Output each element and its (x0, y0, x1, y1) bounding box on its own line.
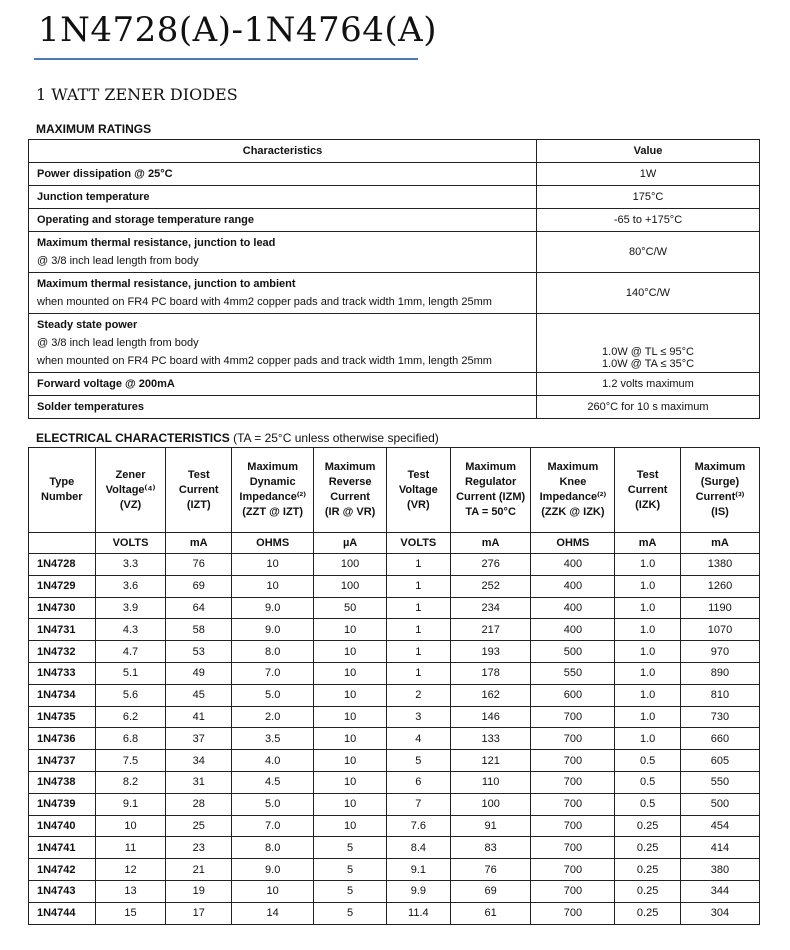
rating-value (537, 232, 760, 273)
electrical-value-cell: 6.8 (95, 728, 166, 750)
electrical-unit-cell: mA (450, 533, 531, 554)
column-header-line: Maximum (324, 461, 376, 473)
electrical-unit-cell: VOLTS (386, 533, 450, 554)
electrical-column-header (680, 448, 759, 533)
electrical-value-cell: 25 (166, 815, 232, 837)
electrical-value-cell: 23 (166, 837, 232, 859)
part-number-cell: 1N4741 (29, 837, 96, 859)
electrical-value-cell: 700 (531, 771, 615, 793)
electrical-value-cell: 700 (531, 815, 615, 837)
column-header-line: (ZZT @ IZT) (242, 506, 304, 518)
rating-row (29, 373, 760, 396)
electrical-value-cell: 3.5 (232, 728, 314, 750)
electrical-value-cell: 5 (314, 837, 387, 859)
electrical-value-cell: 1.0 (615, 641, 681, 663)
electrical-value-cell: 61 (450, 902, 531, 924)
electrical-row (29, 880, 760, 902)
electrical-value-cell: 69 (166, 575, 232, 597)
electrical-row (29, 662, 760, 684)
column-header-line: Maximum (694, 461, 746, 473)
electrical-unit-cell: OHMS (531, 533, 615, 554)
column-header-line: (VR) (407, 498, 430, 511)
electrical-value-cell: 1 (386, 641, 450, 663)
electrical-value-cell: 17 (166, 902, 232, 924)
electrical-heading-title: ELECTRICAL CHARACTERISTICS (36, 431, 230, 445)
column-header-line: Current (178, 483, 219, 496)
electrical-value-cell: 9.9 (386, 880, 450, 902)
rating-characteristic (29, 163, 537, 186)
electrical-value-cell: 9.0 (232, 597, 314, 619)
electrical-value-cell: 37 (166, 728, 232, 750)
rating-characteristic-line: Maximum thermal resistance, junction to ambient (37, 278, 296, 290)
electrical-value-cell: 454 (680, 815, 759, 837)
electrical-value-cell: 76 (450, 859, 531, 881)
part-number-cell: 1N4733 (29, 662, 96, 684)
electrical-value-cell: 400 (531, 619, 615, 641)
electrical-heading (36, 431, 439, 445)
electrical-value-cell: 3.3 (95, 554, 166, 576)
column-header-line: TA = 50°C (465, 506, 516, 518)
electrical-value-cell: 1 (386, 662, 450, 684)
rating-value (537, 314, 760, 373)
electrical-value-cell: 700 (531, 728, 615, 750)
electrical-value-cell: 64 (166, 597, 232, 619)
electrical-value-cell: 3.6 (95, 575, 166, 597)
electrical-value-cell: 31 (166, 771, 232, 793)
electrical-value-cell: 12 (95, 859, 166, 881)
electrical-value-cell: 7.6 (386, 815, 450, 837)
rating-row (29, 209, 760, 232)
electrical-value-cell: 5 (314, 902, 387, 924)
max-ratings-table (28, 139, 760, 419)
column-header-line: (IZK) (635, 498, 661, 511)
column-header-line: (IZT) (186, 498, 211, 511)
rating-value-line: 1W (639, 168, 657, 180)
electrical-value-cell: 10 (314, 815, 387, 837)
electrical-value-cell: 83 (450, 837, 531, 859)
electrical-column-header (29, 448, 96, 533)
electrical-value-cell: 1.0 (615, 597, 681, 619)
electrical-value-cell: 1260 (680, 575, 759, 597)
electrical-value-cell: 550 (531, 662, 615, 684)
electrical-value-cell: 730 (680, 706, 759, 728)
electrical-value-cell: 1.0 (615, 662, 681, 684)
electrical-value-cell: 5.0 (232, 684, 314, 706)
part-number-cell: 1N4732 (29, 641, 96, 663)
electrical-value-cell: 700 (531, 750, 615, 772)
electrical-value-cell: 10 (314, 684, 387, 706)
electrical-value-cell: 2 (386, 684, 450, 706)
column-header-line: Test (187, 468, 210, 481)
electrical-row (29, 815, 760, 837)
electrical-value-cell: 11.4 (386, 902, 450, 924)
electrical-value-cell: 3.9 (95, 597, 166, 619)
electrical-value-cell: 193 (450, 641, 531, 663)
electrical-value-cell: 8.0 (232, 837, 314, 859)
electrical-value-cell: 8.0 (232, 641, 314, 663)
column-header-line: Current (330, 491, 370, 503)
electrical-value-cell: 1380 (680, 554, 759, 576)
column-header-line: (ZZK @ IZK) (541, 506, 605, 518)
rating-value-line: 1.0W @ TA ≤ 35°C (601, 358, 695, 370)
electrical-unit-cell: mA (615, 533, 681, 554)
electrical-value-cell: 162 (450, 684, 531, 706)
rating-row (29, 186, 760, 209)
rating-characteristic (29, 209, 537, 232)
electrical-unit-cell: mA (166, 533, 232, 554)
electrical-value-cell: 10 (314, 750, 387, 772)
rating-characteristic-line: when mounted on FR4 PC board with 4mm2 copper pads and track width 1mm, length 25mm (37, 296, 492, 308)
electrical-value-cell: 8.4 (386, 837, 450, 859)
rating-value (537, 209, 760, 232)
rating-characteristic (29, 232, 537, 273)
rating-characteristic (29, 396, 537, 419)
electrical-value-cell: 41 (166, 706, 232, 728)
rating-characteristic-line: @ 3/8 inch lead length from body (37, 337, 199, 349)
electrical-value-cell: 69 (450, 880, 531, 902)
rating-row (29, 273, 760, 314)
part-number-cell: 1N4739 (29, 793, 96, 815)
electrical-column-header (95, 448, 166, 533)
electrical-value-cell: 10 (314, 662, 387, 684)
electrical-value-cell: 10 (314, 771, 387, 793)
electrical-value-cell: 500 (680, 793, 759, 815)
document-title: 1N4728(A)-1N4764(A) (38, 10, 437, 50)
electrical-row (29, 902, 760, 924)
electrical-value-cell: 11 (95, 837, 166, 859)
column-header-line: Voltage⁽⁴⁾ (105, 483, 156, 496)
electrical-value-cell: 5.6 (95, 684, 166, 706)
electrical-value-cell: 34 (166, 750, 232, 772)
rating-value (537, 163, 760, 186)
electrical-value-cell: 178 (450, 662, 531, 684)
electrical-row (29, 771, 760, 793)
column-header-line: Impedance⁽²⁾ (239, 491, 306, 503)
electrical-value-cell: 91 (450, 815, 531, 837)
electrical-value-cell: 10 (232, 554, 314, 576)
part-number-cell: 1N4731 (29, 619, 96, 641)
electrical-value-cell: 5.1 (95, 662, 166, 684)
electrical-value-cell: 9.1 (386, 859, 450, 881)
electrical-value-cell: 1 (386, 575, 450, 597)
electrical-value-cell: 5 (386, 750, 450, 772)
column-header-line: Current (IZM) (456, 491, 526, 503)
rating-value (537, 396, 760, 419)
electrical-value-cell: 45 (166, 684, 232, 706)
rating-value-line: 1.0W @ TL ≤ 95°C (602, 346, 694, 358)
title-underline (34, 58, 418, 60)
electrical-value-cell: 414 (680, 837, 759, 859)
rating-value-line: 140°C/W (625, 287, 671, 299)
rating-characteristic (29, 373, 537, 396)
electrical-value-cell: 700 (531, 837, 615, 859)
electrical-value-cell: 110 (450, 771, 531, 793)
electrical-unit-cell (29, 533, 96, 554)
electrical-value-cell: 1.0 (615, 575, 681, 597)
part-number-cell: 1N4738 (29, 771, 96, 793)
electrical-value-cell: 21 (166, 859, 232, 881)
electrical-row (29, 706, 760, 728)
electrical-value-cell: 234 (450, 597, 531, 619)
electrical-value-cell: 1 (386, 619, 450, 641)
electrical-value-cell: 1.0 (615, 728, 681, 750)
electrical-value-cell: 50 (314, 597, 387, 619)
column-header-line: Current⁽³⁾ (695, 491, 745, 503)
rating-value-line: 80°C/W (628, 246, 668, 258)
column-header-line: Voltage (398, 483, 438, 496)
electrical-value-cell: 700 (531, 793, 615, 815)
electrical-value-cell: 500 (531, 641, 615, 663)
electrical-value-cell: 10 (232, 880, 314, 902)
electrical-value-cell: 400 (531, 575, 615, 597)
electrical-value-cell: 1 (386, 554, 450, 576)
column-header-line: (IS) (711, 506, 729, 518)
electrical-value-cell: 7.0 (232, 662, 314, 684)
column-header-line: (VZ) (119, 498, 142, 511)
electrical-value-cell: 100 (314, 554, 387, 576)
electrical-value-cell: 380 (680, 859, 759, 881)
electrical-row (29, 859, 760, 881)
rating-characteristic-line: Junction temperature (37, 191, 150, 203)
column-header-line: Impedance⁽²⁾ (539, 491, 607, 503)
electrical-value-cell: 0.5 (615, 750, 681, 772)
electrical-value-cell: 0.25 (615, 859, 681, 881)
electrical-row (29, 575, 760, 597)
electrical-row (29, 837, 760, 859)
electrical-value-cell: 276 (450, 554, 531, 576)
electrical-row (29, 619, 760, 641)
electrical-value-cell: 2.0 (232, 706, 314, 728)
max-ratings-heading: MAXIMUM RATINGS (36, 122, 152, 136)
electrical-value-cell: 0.5 (615, 771, 681, 793)
electrical-value-cell: 100 (314, 575, 387, 597)
rating-value-line: 260°C for 10 s maximum (587, 401, 709, 413)
electrical-unit-cell: mA (680, 533, 759, 554)
rating-row (29, 232, 760, 273)
electrical-value-cell: 0.25 (615, 815, 681, 837)
electrical-value-cell: 0.25 (615, 880, 681, 902)
electrical-value-cell: 700 (531, 859, 615, 881)
rating-value-line: 1.2 volts maximum (602, 378, 694, 390)
electrical-value-cell: 28 (166, 793, 232, 815)
electrical-row (29, 684, 760, 706)
rating-characteristic-line: Solder temperatures (37, 401, 144, 413)
part-number-cell: 1N4740 (29, 815, 96, 837)
electrical-column-header (314, 448, 387, 533)
column-header-line: Maximum (547, 461, 599, 473)
electrical-row (29, 641, 760, 663)
electrical-value-cell: 9.1 (95, 793, 166, 815)
electrical-value-cell: 810 (680, 684, 759, 706)
electrical-value-cell: 0.25 (615, 902, 681, 924)
column-header-line: (IR @ VR) (324, 506, 376, 518)
electrical-value-cell: 550 (680, 771, 759, 793)
part-number-cell: 1N4744 (29, 902, 96, 924)
part-number-cell: 1N4742 (29, 859, 96, 881)
electrical-value-cell: 0.25 (615, 837, 681, 859)
column-header-line: Zener (115, 468, 146, 481)
rating-row (29, 163, 760, 186)
electrical-column-header (450, 448, 531, 533)
rating-row (29, 396, 760, 419)
electrical-value-cell: 58 (166, 619, 232, 641)
electrical-value-cell: 14 (232, 902, 314, 924)
electrical-value-cell: 10 (314, 619, 387, 641)
electrical-column-header (386, 448, 450, 533)
col-characteristics: Characteristics (29, 140, 537, 163)
electrical-value-cell: 76 (166, 554, 232, 576)
rating-characteristic-line: when mounted on FR4 PC board with 4mm2 copper pads and track width 1mm, length 25mm (37, 355, 492, 367)
part-number-cell: 1N4737 (29, 750, 96, 772)
electrical-value-cell: 4.5 (232, 771, 314, 793)
electrical-value-cell: 10 (314, 706, 387, 728)
electrical-value-cell: 1.0 (615, 619, 681, 641)
document-subtitle: 1 WATT ZENER DIODES (36, 85, 238, 104)
electrical-row (29, 750, 760, 772)
electrical-value-cell: 10 (314, 641, 387, 663)
rating-value-line: 175°C (632, 191, 664, 203)
electrical-value-cell: 1190 (680, 597, 759, 619)
electrical-heading-note: (TA = 25°C unless otherwise specified) (233, 431, 439, 445)
electrical-row (29, 554, 760, 576)
rating-characteristic-line: Maximum thermal resistance, junction to lead (37, 237, 276, 249)
part-number-cell: 1N4743 (29, 880, 96, 902)
electrical-value-cell: 605 (680, 750, 759, 772)
column-header-line: Reverse (328, 476, 372, 488)
rating-characteristic (29, 273, 537, 314)
electrical-value-cell: 5 (314, 859, 387, 881)
electrical-value-cell: 700 (531, 706, 615, 728)
electrical-value-cell: 1.0 (615, 706, 681, 728)
electrical-value-cell: 304 (680, 902, 759, 924)
electrical-value-cell: 1 (386, 597, 450, 619)
electrical-value-cell: 970 (680, 641, 759, 663)
electrical-value-cell: 4.3 (95, 619, 166, 641)
electrical-value-cell: 5.0 (232, 793, 314, 815)
part-number-cell: 1N4736 (29, 728, 96, 750)
electrical-value-cell: 700 (531, 902, 615, 924)
electrical-value-cell: 4.0 (232, 750, 314, 772)
column-header-line: (Surge) (700, 476, 740, 488)
electrical-value-cell: 3 (386, 706, 450, 728)
part-number-cell: 1N4730 (29, 597, 96, 619)
electrical-value-cell: 10 (314, 793, 387, 815)
electrical-unit-cell: VOLTS (95, 533, 166, 554)
electrical-value-cell: 9.0 (232, 859, 314, 881)
rating-characteristic-line: Forward voltage @ 200mA (37, 378, 175, 390)
electrical-value-cell: 6 (386, 771, 450, 793)
part-number-cell: 1N4729 (29, 575, 96, 597)
electrical-row (29, 728, 760, 750)
column-header-line: Test (636, 468, 659, 481)
electrical-value-cell: 9.0 (232, 619, 314, 641)
electrical-value-cell: 1070 (680, 619, 759, 641)
col-value: Value (537, 140, 760, 163)
column-header-line: Regulator (464, 476, 517, 488)
electrical-value-cell: 660 (680, 728, 759, 750)
electrical-value-cell: 1.0 (615, 684, 681, 706)
electrical-value-cell: 100 (450, 793, 531, 815)
electrical-value-cell: 10 (232, 575, 314, 597)
electrical-unit-cell: OHMS (232, 533, 314, 554)
column-header-line: Maximum (247, 461, 299, 473)
electrical-value-cell: 4 (386, 728, 450, 750)
column-header-line: Maximum (465, 461, 516, 473)
rating-value (537, 373, 760, 396)
electrical-value-cell: 700 (531, 880, 615, 902)
electrical-row (29, 597, 760, 619)
electrical-value-cell: 7 (386, 793, 450, 815)
part-number-cell: 1N4734 (29, 684, 96, 706)
electrical-value-cell: 890 (680, 662, 759, 684)
column-header-line: Test (407, 468, 430, 481)
electrical-value-cell: 344 (680, 880, 759, 902)
electrical-value-cell: 13 (95, 880, 166, 902)
electrical-value-cell: 146 (450, 706, 531, 728)
electrical-value-cell: 4.7 (95, 641, 166, 663)
electrical-value-cell: 217 (450, 619, 531, 641)
electrical-value-cell: 0.5 (615, 793, 681, 815)
column-header-line: Knee (559, 476, 587, 488)
electrical-value-cell: 121 (450, 750, 531, 772)
electrical-value-cell: 133 (450, 728, 531, 750)
electrical-value-cell: 600 (531, 684, 615, 706)
rating-row (29, 314, 760, 373)
rating-characteristic-line: Power dissipation @ 25°C (37, 168, 173, 180)
rating-value (537, 273, 760, 314)
electrical-column-header (232, 448, 314, 533)
electrical-value-cell: 53 (166, 641, 232, 663)
electrical-value-cell: 8.2 (95, 771, 166, 793)
electrical-value-cell: 400 (531, 597, 615, 619)
column-header-line: Dynamic (249, 476, 296, 488)
electrical-column-header (615, 448, 681, 533)
electrical-value-cell: 49 (166, 662, 232, 684)
electrical-value-cell: 6.2 (95, 706, 166, 728)
rating-value (537, 186, 760, 209)
electrical-value-cell: 19 (166, 880, 232, 902)
electrical-column-header (531, 448, 615, 533)
electrical-value-cell: 7.0 (232, 815, 314, 837)
electrical-characteristics-table (28, 447, 760, 925)
column-header-line: Number (41, 491, 83, 503)
electrical-value-cell: 7.5 (95, 750, 166, 772)
electrical-value-cell: 1.0 (615, 554, 681, 576)
rating-characteristic (29, 186, 537, 209)
column-header-line: Current (627, 483, 668, 496)
rating-characteristic-line: @ 3/8 inch lead length from body (37, 255, 199, 267)
electrical-row (29, 793, 760, 815)
electrical-value-cell: 400 (531, 554, 615, 576)
part-number-cell: 1N4728 (29, 554, 96, 576)
electrical-value-cell: 15 (95, 902, 166, 924)
electrical-column-header (166, 448, 232, 533)
electrical-value-cell: 10 (95, 815, 166, 837)
electrical-value-cell: 252 (450, 575, 531, 597)
electrical-unit-cell: µA (314, 533, 387, 554)
electrical-value-cell: 10 (314, 728, 387, 750)
electrical-value-cell: 5 (314, 880, 387, 902)
part-number-cell: 1N4735 (29, 706, 96, 728)
rating-characteristic-line: Operating and storage temperature range (37, 214, 254, 226)
rating-characteristic (29, 314, 537, 373)
rating-characteristic-line: Steady state power (37, 319, 138, 331)
rating-value-line: -65 to +175°C (613, 214, 683, 226)
column-header-line: Type (49, 476, 75, 488)
